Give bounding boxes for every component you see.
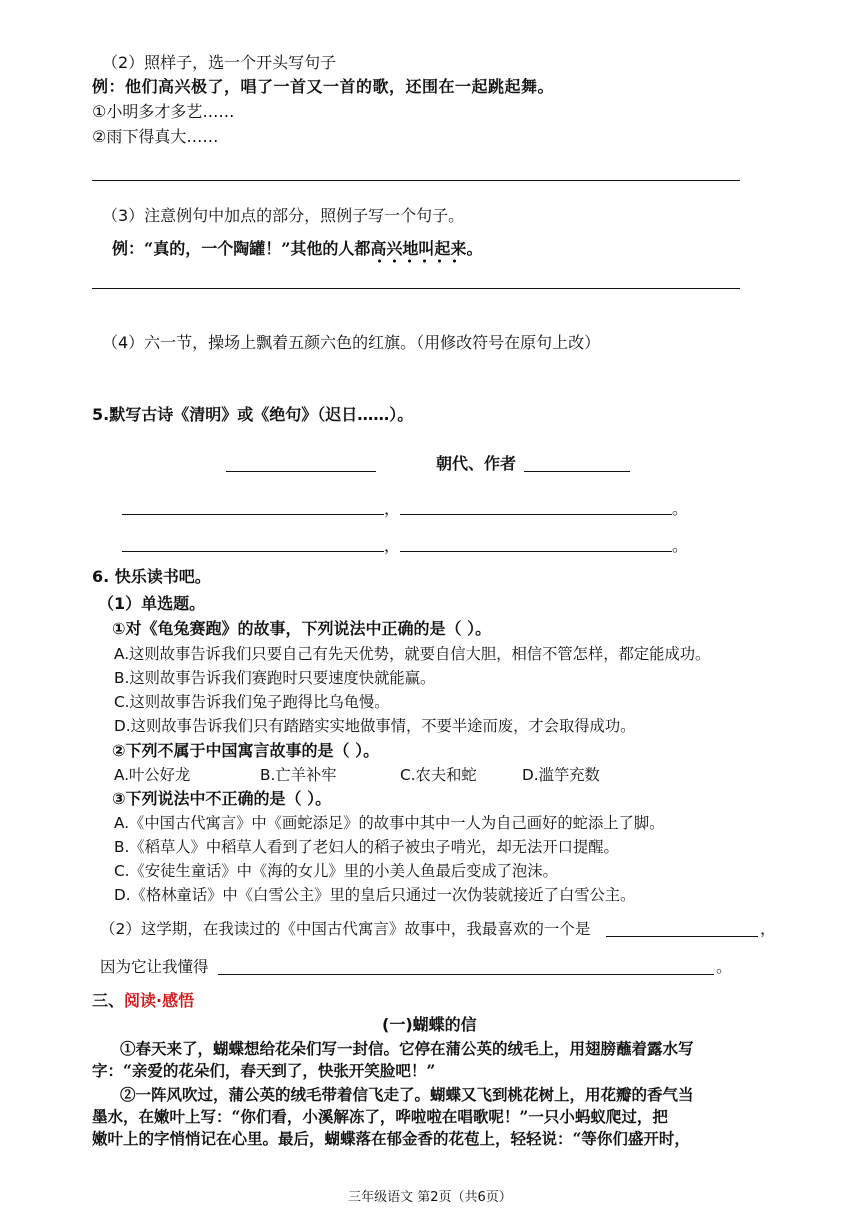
q5-verse-1-line[interactable] (122, 514, 384, 515)
q2-answer-line[interactable] (92, 180, 740, 181)
q3-example (112, 238, 482, 260)
section3-prefix: 三、 (92, 991, 125, 1010)
page-footer: 三年级语文 第2页（共6页） (348, 1190, 512, 1205)
q5-verse-4-line[interactable] (400, 551, 672, 552)
q3-example-after: 。 (466, 239, 483, 258)
q6-mc3-option-c: C.《安徒生童话》中《海的女儿》里的小美人鱼最后变成了泡沫。 (114, 862, 558, 880)
passage-p2-line3: 嫩叶上的字悄悄记在心里。最后，蝴蝶落在郁金香的花苞上，轻轻说：“等你们盛开时， (92, 1129, 690, 1148)
q2-heading: （2）照样子，选一个开头写句子 (102, 53, 337, 72)
q6-sub2-line1: （2）这学期，在我读过的《中国古代寓言》故事中，我最喜欢的一个是 (100, 920, 591, 938)
q6-mc2-option-a: A.叶公好龙 (114, 766, 191, 784)
section3-title: 阅读·感悟 (124, 991, 195, 1010)
q3-example-dotted: 高兴地叫起来 (370, 239, 467, 258)
q5-period-2: 。 (672, 536, 689, 555)
q3-answer-line[interactable] (92, 288, 740, 289)
q6-favorite-story-line[interactable] (606, 936, 758, 937)
q6-mc2-option-c: C.农夫和蛇 (400, 766, 477, 784)
q6-mc2-option-d: D.滥竽充数 (522, 766, 600, 784)
q2-example: 例：他们高兴极了，唱了一首又一首的歌，还围在一起跳起舞。 (92, 77, 555, 96)
passage-p1-line2: 字：“亲爱的花朵们，春天到了，快张开笑脸吧！” (92, 1061, 436, 1080)
q5-comma-1: ， (384, 499, 401, 518)
q6-mc1-option-b: B.这则故事告诉我们赛跑时只要速度快就能赢。 (114, 669, 436, 687)
q6-mc1-stem: ①对《龟兔赛跑》的故事，下列说法中正确的是（ ）。 (112, 619, 492, 638)
q6-mc3-option-d: D.《格林童话》中《白雪公主》里的皇后只通过一次伪装就接近了白雪公主。 (114, 886, 636, 904)
q3-example-before: 例：“真的，一个陶罐！”其他的人都 (112, 239, 371, 258)
q6-heading: 6. 快乐读书吧。 (92, 567, 211, 586)
q6-mc1-option-d: D.这则故事告诉我们只有踏踏实实地做事情，不要半途而废，才会取得成功。 (114, 717, 636, 735)
passage-p2-line1: ②一阵风吹过，蒲公英的绒毛带着信飞走了。蝴蝶又飞到桃花树上，用花瓣的香气当 (120, 1085, 694, 1104)
q6-mc1-option-a: A.这则故事告诉我们只要自己有先天优势，就要自信大胆，相信不管怎样，都定能成功。 (114, 645, 711, 663)
q6-mc3-option-b: B.《稻草人》中稻草人看到了老妇人的稻子被虫子啃光，却无法开口提醒。 (114, 838, 619, 856)
q2-option-1: ①小明多才多艺…… (92, 102, 235, 121)
q6-sub2-line2: 因为它让我懂得 (100, 958, 209, 976)
passage-title: (一)蝴蝶的信 (382, 1015, 477, 1034)
q4-heading: （4）六一节，操场上飘着五颜六色的红旗。（用修改符号在原句上改） (102, 333, 601, 352)
q6-sub2-comma: ， (760, 919, 777, 938)
q5-heading: 5.默写古诗《清明》或《绝句》（迟日……）。 (92, 405, 414, 424)
q3-heading: （3）注意例句中加点的部分，照例子写一个句子。 (102, 206, 465, 225)
q6-lesson-line[interactable] (218, 974, 714, 975)
q6-mc3-stem: ③下列说法中不正确的是（ ）。 (112, 789, 332, 808)
q5-dynasty-author-line[interactable] (524, 471, 630, 472)
section3-heading (92, 990, 194, 1012)
q5-verse-3-line[interactable] (122, 551, 384, 552)
q6-mc3-option-a: A.《中国古代寓言》中《画蛇添足》的故事中其中一人为自己画好的蛇添上了脚。 (114, 814, 665, 832)
passage-p1-line1: ①春天来了，蝴蝶想给花朵们写一封信。它停在蒲公英的绒毛上，用翅膀蘸着露水写 (120, 1039, 694, 1058)
q6-mc2-option-b: B.亡羊补牢 (260, 766, 337, 784)
q5-dynasty-author-label: 朝代、作者 (436, 454, 517, 473)
q5-period-1: 。 (672, 499, 689, 518)
q6-mc1-option-c: C.这则故事告诉我们兔子跑得比乌龟慢。 (114, 693, 390, 711)
q2-option-2: ②雨下得真大…… (92, 127, 219, 146)
q5-poem-title-line[interactable] (226, 471, 376, 472)
passage-p2-line2: 墨水，在嫩叶上写：“你们看，小溪解冻了，哗啦啦在唱歌呢！”一只小蚂蚁爬过，把 (92, 1107, 668, 1126)
q5-verse-2-line[interactable] (400, 514, 672, 515)
q6-sub1-heading: （1）单选题。 (98, 594, 206, 613)
q5-comma-2: ， (384, 536, 401, 555)
q6-mc2-stem: ②下列不属于中国寓言故事的是（ ）。 (112, 741, 380, 760)
q6-sub2-period: 。 (716, 957, 733, 976)
